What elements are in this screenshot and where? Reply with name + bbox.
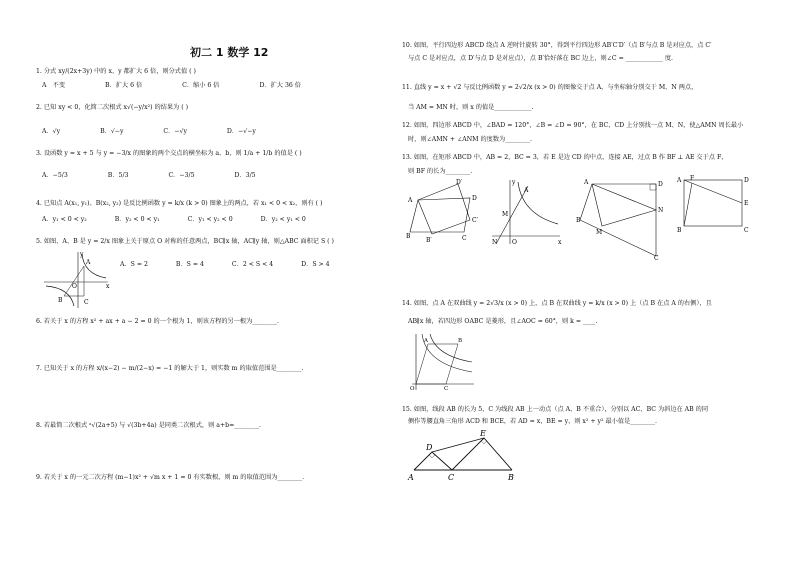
- question-3: 3. 设函数 y = x + 5 与 y = −3/x 的图象的两个交点的横坐标为 a、b，则 1/a + 1/b 的值是 ( ): [36, 150, 302, 157]
- figure-q5-hyperbola: [40, 248, 112, 310]
- question-15: 15. 如图，线段 AB 的长为 5，C 为线段 AB 上一动点（点 A、B 不重合），分别以 AC、BC 为斜边在 AB 的同: [402, 406, 709, 413]
- question-2-options: [42, 128, 294, 136]
- label-e: E: [480, 429, 486, 438]
- figure-q10-rotated-parallelogram: [404, 176, 484, 244]
- label-a: A: [524, 187, 529, 194]
- question-11: 11. 直线 y = x + √2 与反比例函数 y = 2√2/x (x > 0) 的图像交于点 A，与坐标轴分别交于 M、N 两点，: [402, 84, 698, 91]
- option-c: C．2 < S < 4: [231, 261, 274, 268]
- label-d-prime: D′: [456, 179, 463, 186]
- label-a: A: [408, 473, 414, 482]
- label-o: O: [512, 239, 517, 246]
- option-d: D．扩大 36 倍: [259, 82, 301, 89]
- question-13: 13. 如图，在矩形 ABCD 中，AB = 2，BC = 3，若 E 是边 CD 的中点，连接 AE，过点 B 作 BF ⊥ AE 交于点 F，: [402, 154, 728, 161]
- label-c: C: [444, 386, 449, 392]
- question-14: 14. 如图，点 A 在双曲线 y = 2√3/x (x > 0) 上，点 B 在双曲线 y = k/x (x > 0) 上（点 B 在点 A 的右侧），且: [402, 300, 712, 307]
- label-o: O: [72, 283, 77, 290]
- question-2: 2. 已知 xy < 0，化简二次根式 x√(−y/x²) 的结果为 ( ): [36, 104, 189, 111]
- page-title: 初二 1 数学 12: [190, 46, 269, 59]
- question-15-cont: 侧作等腰直角三角形 ACD 和 BCE，若 AD = x，BE = y，则 x² + y² 最小值是________.: [408, 418, 657, 425]
- label-f: F: [690, 175, 695, 182]
- option-d: D．y₂ < y₁ < 0: [260, 216, 306, 223]
- question-5-options: [120, 261, 356, 269]
- label-y: y: [80, 251, 84, 258]
- question-13-cont: 则 BF 的长为________.: [408, 168, 473, 175]
- option-b: B．S = 4: [175, 261, 204, 268]
- option-d: D．3/5: [234, 172, 256, 179]
- question-5: 5. 如图，A、B 是 y = 2/x 图象上关于原点 O 对称的任意两点，BC∥x 轴，AC∥y 轴，则△ABC 面积记 S ( ): [36, 238, 334, 245]
- label-b: B: [677, 227, 682, 234]
- figure-q13-rectangle: [676, 174, 752, 234]
- option-c: C．−3/5: [168, 172, 195, 179]
- question-1: 1. 分式 xy/(2x+3y) 中的 x、y 都扩大 6 倍，则分式值 ( ): [36, 68, 196, 75]
- option-d: D．−√−y: [226, 128, 256, 135]
- option-a: A．−5/3: [42, 172, 68, 179]
- label-x: x: [558, 239, 562, 246]
- label-e: E: [744, 200, 749, 207]
- question-11-cont: 当 AM = MN 时，则 x 的值是____________.: [408, 104, 534, 111]
- option-c: C．y₁ < y₂ < 0: [187, 216, 233, 223]
- option-b: B．扩大 6 倍: [105, 82, 143, 89]
- option-d: D．S > 4: [301, 261, 330, 268]
- option-b: B．y₂ < 0 < y₁: [114, 216, 160, 223]
- label-b: B: [576, 217, 581, 224]
- figure-q11-line-hyperbola: [488, 178, 564, 248]
- question-10: 10. 如图，平行四边形 ABCD 绕点 A 逆时针旋转 30°，得到平行四边形 AB′C′D′（点 B′与点 B 是对应点，点 C′: [402, 42, 712, 49]
- option-c: C．缩小 6 倍: [182, 82, 220, 89]
- label-d: D: [472, 195, 477, 202]
- option-a: A．S = 2: [120, 261, 148, 268]
- question-9: 9. 若关于 x 的一元二次方程 (m−1)x² + √m x + 1 = 0 有实数根，则 m 的取值范围为________.: [36, 474, 305, 481]
- option-a: A．y₁ < 0 < y₂: [42, 216, 87, 223]
- question-6: 6. 若关于 x 的方程 x² + ax + a − 2 = 0 的一个根为 1，则该方程的另一根为________.: [36, 318, 279, 325]
- label-a: A: [408, 197, 413, 204]
- label-m: M: [502, 211, 509, 218]
- option-b: B．√−y: [100, 128, 124, 135]
- label-c: C: [654, 255, 659, 260]
- label-b: B: [458, 338, 463, 344]
- question-4: 4. 已知点 A(x₁, y₁)、B(x₂, y₂) 是反比例函数 y = k/x (k > 0) 图象上的两点，若 x₁ < 0 < x₂，则有 ( ): [36, 200, 323, 207]
- label-b: B: [508, 473, 514, 482]
- option-b: B．5/3: [107, 172, 129, 179]
- question-8: 8. 若最简二次根式 ᵃ√(2a+5) 与 √(3b+4a) 是同类二次根式，则 a+b=________.: [36, 422, 262, 429]
- label-a: A: [86, 259, 91, 266]
- label-n: N: [658, 207, 664, 214]
- label-a: A: [584, 179, 589, 186]
- figure-q14-rhombus-hyperbolas: [406, 330, 476, 392]
- question-3-options: [42, 172, 294, 180]
- label-x: x: [106, 283, 110, 290]
- label-m: M: [596, 229, 603, 236]
- question-12-cont: 时，则∠AMN + ∠ANM 的度数为________.: [408, 136, 532, 143]
- question-1-options: [42, 82, 339, 90]
- label-d: D: [658, 181, 663, 188]
- label-d: D: [744, 177, 749, 184]
- figure-q15-isosceles-triangles: [404, 428, 524, 486]
- question-7: 7. 已知关于 x 的方程 x/(x−2) − m/(2−x) = −1 的解大于 1，则实数 m 的取值范围是________.: [36, 365, 304, 372]
- label-c: C: [84, 299, 89, 306]
- label-y: y: [512, 179, 516, 186]
- option-a: A 不变: [42, 82, 66, 89]
- label-c: C: [462, 235, 467, 242]
- label-b-prime: B′: [426, 237, 432, 244]
- label-a: A: [677, 177, 682, 184]
- question-14-cont: AB∥x 轴，若四边形 OABC 是菱形，且∠AOC = 60°，则 k = ____.: [408, 318, 598, 325]
- label-d: D: [426, 443, 433, 452]
- question-10-cont: 与点 C 是对应点，点 D′与点 D 是对应点），点 B′恰好落在 BC 边上，则∠C = ____________ 度.: [408, 55, 674, 62]
- label-c: C: [744, 227, 749, 234]
- question-12: 12. 如图，四边形 ABCD 中，∠BAD = 120°，∠B = ∠D = 90°，在 BC、CD 上分别找一点 M、N，使△AMN 周长最小: [402, 122, 744, 129]
- label-a: A: [424, 338, 428, 344]
- label-c: C: [448, 473, 455, 482]
- label-b: B: [406, 233, 411, 240]
- figure-q12-quadrilateral: [576, 176, 666, 260]
- label-c-prime: C′: [472, 217, 478, 224]
- option-a: A．√y: [42, 128, 61, 135]
- question-4-options: [42, 216, 332, 224]
- label-n: N: [492, 239, 498, 246]
- label-b: B: [58, 297, 63, 304]
- label-o: O: [410, 386, 415, 392]
- option-c: C．−√y: [163, 128, 187, 135]
